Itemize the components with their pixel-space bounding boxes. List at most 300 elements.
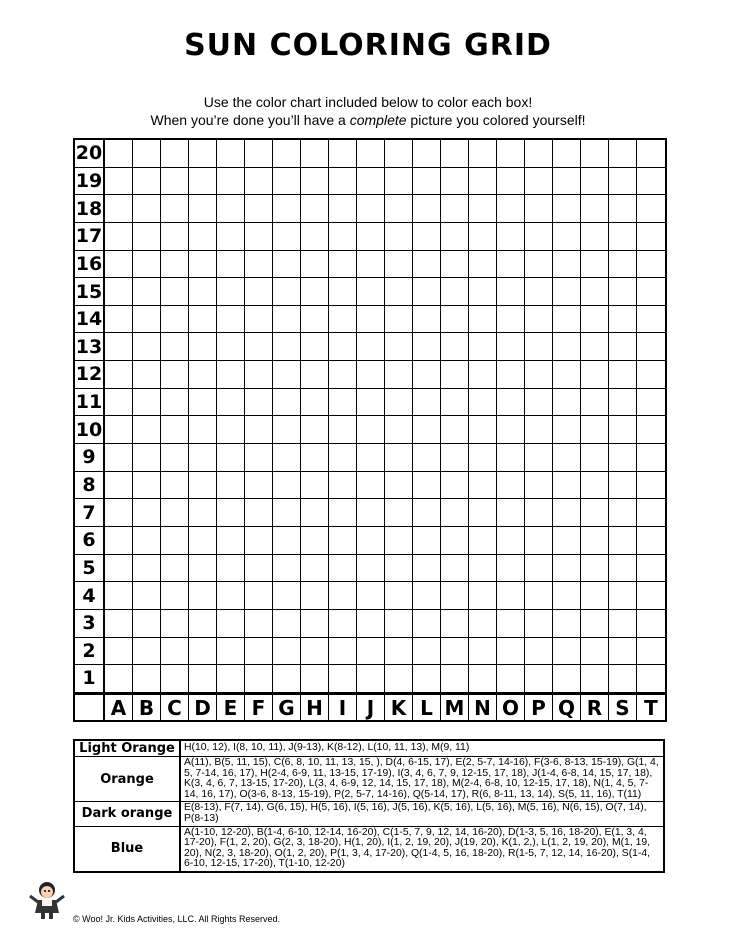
grid-cell: [553, 333, 581, 361]
grid-cell: [497, 306, 525, 334]
grid-cell: [525, 168, 553, 196]
grid-cell: [357, 665, 385, 693]
grid-cell: [161, 306, 189, 334]
grid-cell: [133, 416, 161, 444]
grid-cell: [637, 527, 665, 555]
grid-cell: [553, 527, 581, 555]
grid-cell: [329, 361, 357, 389]
grid-cell: [245, 610, 273, 638]
grid-cell: [385, 168, 413, 196]
grid-cell: [609, 472, 637, 500]
grid-cell: [245, 389, 273, 417]
grid-cell: [609, 638, 637, 666]
grid-cell: [553, 389, 581, 417]
grid-cell: [441, 472, 469, 500]
grid-cell: [441, 555, 469, 583]
grid-cell: [217, 582, 245, 610]
grid-cell: [637, 472, 665, 500]
grid-cell: [469, 638, 497, 666]
grid-cell: [497, 444, 525, 472]
grid-cell: [357, 223, 385, 251]
row-label: 14: [75, 306, 105, 334]
grid-cell: [413, 389, 441, 417]
grid-cell: [273, 361, 301, 389]
column-label: L: [413, 693, 441, 721]
grid-cell: [413, 195, 441, 223]
grid-cell: [441, 361, 469, 389]
grid-cell: [581, 361, 609, 389]
grid-cell: [273, 416, 301, 444]
grid-cell: [189, 499, 217, 527]
grid-cell: [301, 389, 329, 417]
column-label: R: [581, 693, 609, 721]
grid-cell: [497, 223, 525, 251]
grid-cell: [581, 555, 609, 583]
column-label: F: [245, 693, 273, 721]
grid-cell: [273, 527, 301, 555]
grid-cell: [161, 582, 189, 610]
grid-cell: [301, 527, 329, 555]
grid-cell: [441, 582, 469, 610]
grid-cell: [245, 444, 273, 472]
grid-cell: [133, 361, 161, 389]
grid-cell: [525, 638, 553, 666]
grid-cell: [581, 638, 609, 666]
grid-cell: [413, 472, 441, 500]
grid-cell: [609, 278, 637, 306]
column-label: J: [357, 693, 385, 721]
grid-cell: [329, 306, 357, 334]
grid-cell: [441, 638, 469, 666]
grid-cell: [609, 527, 637, 555]
grid-cell: [329, 444, 357, 472]
grid-cell: [357, 333, 385, 361]
grid-cell: [553, 472, 581, 500]
grid-cell: [105, 361, 133, 389]
grid-cell: [105, 195, 133, 223]
grid-cell: [525, 527, 553, 555]
grid-cell: [553, 195, 581, 223]
grid-cell: [637, 416, 665, 444]
grid-cell: [637, 306, 665, 334]
grid-cell: [441, 416, 469, 444]
grid-cell: [273, 499, 301, 527]
grid-cell: [385, 638, 413, 666]
grid-cell: [441, 444, 469, 472]
grid-cell: [329, 389, 357, 417]
grid-cell: [133, 195, 161, 223]
row-label: 9: [75, 444, 105, 472]
grid-cell: [357, 389, 385, 417]
row-label: 10: [75, 416, 105, 444]
grid-cell: [189, 333, 217, 361]
grid-cell: [329, 665, 357, 693]
grid-cell: [357, 527, 385, 555]
grid-cell: [217, 444, 245, 472]
grid-cell: [637, 499, 665, 527]
grid-cell: [217, 638, 245, 666]
grid-cell: [441, 499, 469, 527]
grid-cell: [217, 527, 245, 555]
grid-cell: [497, 333, 525, 361]
grid-cell: [217, 168, 245, 196]
grid-cell: [133, 638, 161, 666]
grid-cell: [637, 223, 665, 251]
grid-cell: [245, 665, 273, 693]
grid-cell: [329, 527, 357, 555]
grid-cell: [413, 610, 441, 638]
grid-cell: [469, 278, 497, 306]
column-label: C: [161, 693, 189, 721]
grid-cell: [385, 555, 413, 583]
grid-cell: [357, 278, 385, 306]
grid-cell: [553, 251, 581, 279]
grid-cell: [105, 140, 133, 168]
grid-cell: [609, 140, 637, 168]
grid-cell: [637, 389, 665, 417]
grid-cell: [469, 361, 497, 389]
grid-cell: [329, 582, 357, 610]
grid-cell: [133, 582, 161, 610]
grid-cell: [161, 638, 189, 666]
grid-cell: [273, 665, 301, 693]
grid-cell: [385, 665, 413, 693]
row-label: 3: [75, 610, 105, 638]
grid-cell: [189, 361, 217, 389]
grid-cell: [133, 140, 161, 168]
grid-cell: [525, 306, 553, 334]
grid-cell: [357, 361, 385, 389]
grid-cell: [553, 610, 581, 638]
grid-cell: [189, 610, 217, 638]
grid-cell: [357, 416, 385, 444]
grid-cell: [525, 223, 553, 251]
grid-cell: [133, 278, 161, 306]
grid-cell: [105, 582, 133, 610]
grid-cell: [413, 527, 441, 555]
grid-cell: [441, 251, 469, 279]
grid-cell: [469, 389, 497, 417]
grid-cell: [441, 610, 469, 638]
grid-cell: [581, 472, 609, 500]
grid-cell: [413, 361, 441, 389]
grid-cell: [609, 251, 637, 279]
grid-cell: [189, 416, 217, 444]
grid-cell: [189, 140, 217, 168]
grid-cell: [553, 638, 581, 666]
grid-cell: [357, 472, 385, 500]
grid-cell: [385, 333, 413, 361]
row-label: 19: [75, 168, 105, 196]
grid-cell: [637, 555, 665, 583]
grid-cell: [301, 195, 329, 223]
row-label: 13: [75, 333, 105, 361]
grid-cell: [413, 638, 441, 666]
grid-cell: [329, 638, 357, 666]
instructions-line-2: [0, 112, 736, 128]
grid-cell: [469, 610, 497, 638]
column-label: M: [441, 693, 469, 721]
grid-cell: [273, 472, 301, 500]
column-label: E: [217, 693, 245, 721]
grid-cell: [273, 140, 301, 168]
row-label: 5: [75, 555, 105, 583]
grid-cell: [609, 582, 637, 610]
row-label: 15: [75, 278, 105, 306]
grid-cell: [441, 665, 469, 693]
grid-cell: [413, 499, 441, 527]
grid-cell: [441, 278, 469, 306]
column-label: S: [609, 693, 637, 721]
grid-cell: [469, 223, 497, 251]
grid-cell: [273, 278, 301, 306]
grid-cell: [357, 444, 385, 472]
grid-cell: [581, 251, 609, 279]
grid-cell: [553, 665, 581, 693]
column-label: I: [329, 693, 357, 721]
grid-cell: [525, 140, 553, 168]
grid-cell: [357, 168, 385, 196]
grid-cell: [133, 251, 161, 279]
row-label: 1: [75, 665, 105, 693]
grid-cell: [105, 333, 133, 361]
grid-cell: [581, 195, 609, 223]
grid-cell: [385, 499, 413, 527]
color-name: Orange: [74, 757, 180, 802]
grid-cell: [609, 195, 637, 223]
color-chart-row: [74, 757, 664, 802]
grid-cell: [525, 555, 553, 583]
color-cells: A(1-10, 12-20), B(1-4, 6-10, 12-14, 16-20), C(1-5, 7, 9, 12, 14, 16-20), D(1-3, 5, 16, 18-20), E(1, 3, 4, 17-20), F(1, 2, 20), G(2, 3, 18-20), H(1, 20), I(1, 2, 19, 20), J(19, 20), K(1, 2,), L(1, 2, 19, 20), M(1, 19, 20), N(2, 3, 18-20), O(1, 2, 20), P(1, 3, 4, 17-20), Q(1-4, 5, 16, 18-20), R(1-5, 7, 12, 14, 16-20), S(1-4, 6-10, 12-15, 17-20), T(1-10, 12-20): [180, 826, 664, 872]
grid-cell: [357, 555, 385, 583]
grid-cell: [329, 168, 357, 196]
grid-cell: [301, 278, 329, 306]
grid-cell: [581, 306, 609, 334]
grid-cell: [189, 444, 217, 472]
column-label: K: [385, 693, 413, 721]
grid-cell: [105, 306, 133, 334]
row-label: 6: [75, 527, 105, 555]
grid-cell: [217, 472, 245, 500]
grid-cell: [105, 278, 133, 306]
grid-cell: [357, 499, 385, 527]
grid-cell: [385, 444, 413, 472]
grid-cell: [637, 444, 665, 472]
grid-cell: [609, 168, 637, 196]
grid-cell: [245, 251, 273, 279]
grid-cell: [357, 306, 385, 334]
grid-cell: [413, 444, 441, 472]
grid-cell: [497, 527, 525, 555]
grid-cell: [189, 251, 217, 279]
grid-cell: [413, 665, 441, 693]
row-label: 8: [75, 472, 105, 500]
grid-cell: [301, 140, 329, 168]
grid-cell: [189, 472, 217, 500]
grid-cell: [357, 140, 385, 168]
grid-cell: [273, 168, 301, 196]
grid-cell: [441, 223, 469, 251]
grid-cell: [217, 610, 245, 638]
grid-cell: [637, 278, 665, 306]
color-name: Blue: [74, 826, 180, 872]
grid-cell: [469, 555, 497, 583]
grid-cell: [357, 582, 385, 610]
grid-cell: [273, 638, 301, 666]
column-label: Q: [553, 693, 581, 721]
grid-cell: [105, 527, 133, 555]
grid-cell: [525, 416, 553, 444]
grid-cell: [441, 306, 469, 334]
grid-cell: [189, 527, 217, 555]
grid-cell: [525, 472, 553, 500]
color-cells: A(11), B(5, 11, 15), C(6, 8, 10, 11, 13, 15, ), D(4, 6-15, 17), E(2, 5-7, 14-16), F(3-6, 8-13, 15-19), G(1, 4, 5, 7-14, 16, 17), H(2-4, 6-9, 11, 13-15, 17-19), I(3, 4, 6, 7, 9, 12-15, 17, 18), J(1-4, 6-8, 14, 15, 17, 18), K(3, 4, 6, 7, 13-15, 17-20), L(3, 4, 6-9, 12, 14, 15, 17, 18), M(2-4, 6-8, 10, 12-15, 17, 18), N(1, 4, 5, 7-14, 16, 17), O(3-6, 8-13, 15-19), P(2, 5-7, 14-16), Q(5-14, 17), R(6, 8-11, 13, 14), S(5, 11, 16), T(11): [180, 757, 664, 802]
grid-cell: [245, 555, 273, 583]
grid-cell: [273, 251, 301, 279]
grid-cell: [581, 223, 609, 251]
grid-cell: [329, 195, 357, 223]
row-label: 16: [75, 251, 105, 279]
grid-cell: [105, 251, 133, 279]
grid-cell: [133, 499, 161, 527]
grid-cell: [105, 499, 133, 527]
grid-cell: [245, 582, 273, 610]
instructions-line-1: Use the color chart included below to color each box!: [203, 94, 533, 110]
copyright-notice: © Woo! Jr. Kids Activities, LLC. All Rights Reserved.: [73, 914, 281, 924]
grid-cell: [217, 389, 245, 417]
grid-cell: [413, 140, 441, 168]
coloring-grid: [73, 138, 667, 722]
row-label: 11: [75, 389, 105, 417]
grid-cell: [357, 610, 385, 638]
grid-cell: [273, 389, 301, 417]
grid-cell: [217, 333, 245, 361]
grid-cell: [581, 389, 609, 417]
grid-cell: [469, 251, 497, 279]
grid-cell: [329, 555, 357, 583]
grid-cell: [553, 306, 581, 334]
grid-cell: [273, 223, 301, 251]
grid-cell: [581, 416, 609, 444]
grid-cell: [413, 278, 441, 306]
grid-cell: [497, 140, 525, 168]
row-label: 4: [75, 582, 105, 610]
grid-cell: [637, 361, 665, 389]
grid-cell: [105, 472, 133, 500]
grid-cell: [637, 251, 665, 279]
grid-cell: [133, 472, 161, 500]
grid-cell: [301, 582, 329, 610]
mascot-logo: [28, 880, 66, 925]
grid-cell: [469, 140, 497, 168]
grid-cell: [217, 223, 245, 251]
grid-cell: [189, 638, 217, 666]
grid-cell: [525, 333, 553, 361]
grid-cell: [581, 499, 609, 527]
grid-cell: [413, 333, 441, 361]
row-label: 18: [75, 195, 105, 223]
grid-cell: [497, 555, 525, 583]
grid-cell: [441, 333, 469, 361]
grid-cell: [245, 527, 273, 555]
grid-cell: [133, 610, 161, 638]
grid-cell: [581, 582, 609, 610]
grid-cell: [301, 555, 329, 583]
grid-cell: [413, 168, 441, 196]
grid-cell: [581, 665, 609, 693]
grid-cell: [469, 195, 497, 223]
grid-cell: [637, 665, 665, 693]
grid-cell: [385, 610, 413, 638]
grid-cell: [329, 278, 357, 306]
grid-cell: [161, 527, 189, 555]
grid-cell: [161, 610, 189, 638]
grid-cell: [273, 444, 301, 472]
grid-cell: [413, 223, 441, 251]
grid-cell: [133, 333, 161, 361]
color-cells: E(8-13), F(7, 14), G(6, 15), H(5, 16), I(5, 16), J(5, 16), K(5, 16), L(5, 16), M(5, 16), N(6, 15), O(7, 14), P(8-13): [180, 802, 664, 826]
grid-cell: [609, 361, 637, 389]
grid-cell: [497, 638, 525, 666]
grid-cell: [245, 472, 273, 500]
grid-cell: [553, 444, 581, 472]
grid-cell: [245, 361, 273, 389]
grid-cell: [637, 140, 665, 168]
grid-cell: [553, 499, 581, 527]
grid-cell: [301, 638, 329, 666]
grid-cell: [133, 168, 161, 196]
grid-cell: [469, 306, 497, 334]
column-label: G: [273, 693, 301, 721]
column-label: T: [637, 693, 665, 721]
grid-cell: [385, 195, 413, 223]
grid-cell: [245, 306, 273, 334]
color-chart: [73, 739, 665, 873]
grid-cell: [189, 278, 217, 306]
grid-cell: [133, 555, 161, 583]
grid-cell: [553, 223, 581, 251]
grid-cell: [217, 416, 245, 444]
grid-cell: [413, 306, 441, 334]
grid-cell: [357, 195, 385, 223]
grid-cell: [413, 251, 441, 279]
grid-cell: [301, 333, 329, 361]
grid-cell: [161, 333, 189, 361]
grid-cell: [525, 251, 553, 279]
grid-cell: [189, 168, 217, 196]
grid-cell: [189, 223, 217, 251]
column-label: P: [525, 693, 553, 721]
grid-cell: [469, 416, 497, 444]
row-label: 20: [75, 140, 105, 168]
grid-cell: [609, 333, 637, 361]
color-chart-row: [74, 740, 664, 757]
grid-cell: [637, 582, 665, 610]
grid-cell: [133, 527, 161, 555]
grid-cell: [245, 638, 273, 666]
grid-cell: [301, 444, 329, 472]
grid-cell: [189, 582, 217, 610]
grid-cell: [133, 389, 161, 417]
grid-cell: [161, 389, 189, 417]
grid-cell: [581, 168, 609, 196]
grid-cell: [301, 499, 329, 527]
grid-cell: [217, 555, 245, 583]
grid-cell: [329, 416, 357, 444]
grid-cell: [469, 527, 497, 555]
grid-cell: [357, 251, 385, 279]
grid-cell: [581, 140, 609, 168]
